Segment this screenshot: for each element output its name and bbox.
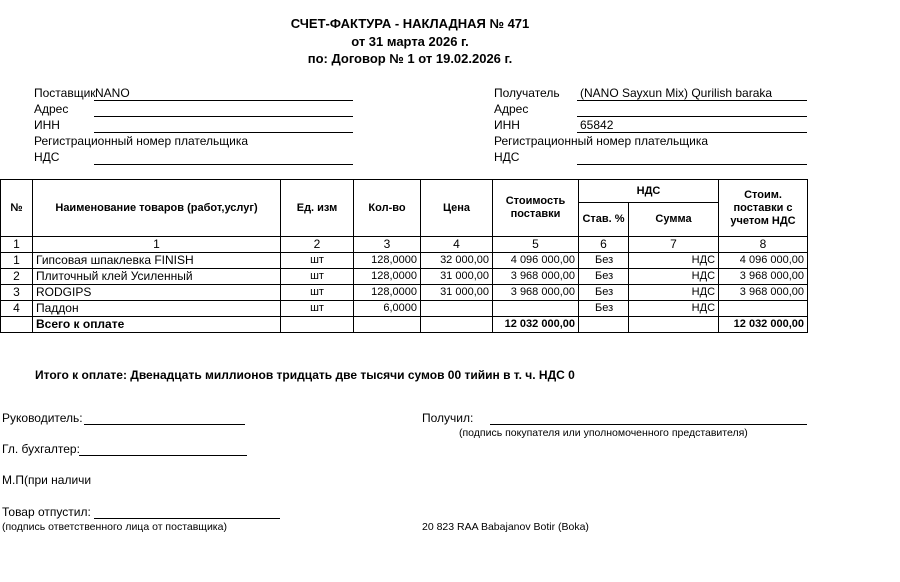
row-total	[719, 301, 808, 317]
row-total: 4 096 000,00	[719, 253, 808, 269]
row-vat-rate: Без	[579, 269, 629, 285]
total-row-empty	[629, 317, 719, 333]
row-vat-sum: НДС	[629, 285, 719, 301]
table-row	[1, 301, 808, 317]
amount-in-words: Итого к оплате: Двенадцать миллионов тридцать две тысячи сумов 00 тийин в т. ч. НДС 0	[35, 368, 575, 382]
supplier-address-label: Адрес	[34, 102, 69, 116]
col-number: 1	[33, 237, 281, 253]
total-row-empty	[421, 317, 493, 333]
recipient-inn-value: 65842	[580, 118, 614, 132]
row-vat-sum: НДС	[629, 253, 719, 269]
col-header-vat: НДС	[579, 180, 719, 203]
supplier-inn-label: ИНН	[34, 118, 60, 132]
total-row-empty	[1, 317, 33, 333]
row-cost: 4 096 000,00	[493, 253, 579, 269]
recipient-value: (NANO Sayxun Mix) Qurilish baraka	[580, 86, 773, 100]
row-total: 3 968 000,00	[719, 285, 808, 301]
table-row	[1, 253, 808, 269]
row-unit: шт	[281, 301, 354, 317]
row-price: 32 000,00	[421, 253, 493, 269]
supplier-inn-line	[94, 132, 353, 133]
row-name: Паддон	[33, 301, 281, 317]
col-header-unit: Ед. изм	[281, 180, 354, 237]
row-qty: 128,0000	[354, 253, 421, 269]
supplier-label: Поставщик	[34, 86, 96, 100]
document-date: от 31 марта 2026 г.	[351, 34, 469, 49]
total-label: Всего к оплате	[33, 317, 281, 333]
recipient-inn-line	[577, 132, 807, 133]
row-cost	[493, 301, 579, 317]
invoice-table	[0, 179, 808, 333]
col-header-cost: Стоимость поставки	[493, 180, 579, 237]
supplier-vat-line	[94, 164, 353, 165]
supplier-vat-label: НДС	[34, 150, 60, 164]
recipient-vat-line	[577, 164, 807, 165]
row-price	[421, 301, 493, 317]
col-header-name: Наименование товаров (работ,услуг)	[33, 180, 281, 237]
col-number: 5	[493, 237, 579, 253]
row-total: 3 968 000,00	[719, 269, 808, 285]
row-vat-sum: НДС	[629, 301, 719, 317]
row-num: 2	[1, 269, 33, 285]
footer-text: 20 823 RAA Babajanov Botir (Boka)	[422, 521, 589, 533]
column-numbers-row	[1, 237, 808, 253]
row-qty: 128,0000	[354, 285, 421, 301]
document-title: СЧЕТ-ФАКТУРА - НАКЛАДНАЯ № 471	[290, 16, 530, 31]
supplier-reg-label: Регистрационный номер плательщика	[34, 134, 249, 148]
row-num: 4	[1, 301, 33, 317]
row-qty: 128,0000	[354, 269, 421, 285]
col-header-vat-sum: Сумма	[629, 203, 719, 237]
col-number: 7	[629, 237, 719, 253]
col-number: 4	[421, 237, 493, 253]
row-name: RODGIPS	[33, 285, 281, 301]
row-price: 31 000,00	[421, 269, 493, 285]
col-number: 2	[281, 237, 354, 253]
supplier-value: NANO	[95, 86, 130, 100]
col-number: 1	[1, 237, 33, 253]
total-with-vat: 12 032 000,00	[719, 317, 808, 333]
col-number: 8	[719, 237, 808, 253]
row-vat-rate: Без	[579, 285, 629, 301]
received-label: Получил:	[422, 411, 474, 425]
row-vat-rate: Без	[579, 301, 629, 317]
recipient-address-label: Адрес	[494, 102, 529, 116]
recipient-underline	[577, 100, 807, 101]
row-vat-rate: Без	[579, 253, 629, 269]
row-price: 31 000,00	[421, 285, 493, 301]
row-unit: шт	[281, 269, 354, 285]
col-number: 6	[579, 237, 629, 253]
director-signature-line	[84, 424, 245, 425]
row-vat-sum: НДС	[629, 269, 719, 285]
recipient-reg-label: Регистрационный номер плательщика	[494, 134, 709, 148]
table-row	[1, 269, 808, 285]
director-label: Руководитель:	[2, 411, 83, 425]
total-row-empty	[281, 317, 354, 333]
recipient-vat-label: НДС	[494, 150, 520, 164]
recipient-address-line	[577, 116, 807, 117]
row-cost: 3 968 000,00	[493, 269, 579, 285]
row-num: 3	[1, 285, 33, 301]
released-signature-line	[94, 518, 280, 519]
row-name: Плиточный клей Усиленный	[33, 269, 281, 285]
col-header-num: №	[1, 180, 33, 237]
total-cost: 12 032 000,00	[493, 317, 579, 333]
recipient-inn-label: ИНН	[494, 118, 520, 132]
accountant-label: Гл. бухгалтер:	[2, 442, 80, 456]
col-header-qty: Кол-во	[354, 180, 421, 237]
accountant-signature-line	[79, 455, 247, 456]
row-unit: шт	[281, 285, 354, 301]
supplier-underline	[94, 100, 353, 101]
row-qty: 6,0000	[354, 301, 421, 317]
supplier-address-line	[94, 116, 353, 117]
total-row-empty	[579, 317, 629, 333]
col-number: 3	[354, 237, 421, 253]
col-header-total: Стоим. поставки с учетом НДС	[719, 180, 808, 237]
table-row	[1, 285, 808, 301]
row-cost: 3 968 000,00	[493, 285, 579, 301]
row-name: Гипсовая шпаклевка FINISH	[33, 253, 281, 269]
total-row-empty	[354, 317, 421, 333]
received-signature-line	[490, 424, 807, 425]
document-contract: по: Договор № 1 от 19.02.2026 г.	[307, 51, 513, 66]
total-row	[1, 317, 808, 333]
stamp-label: М.П(при наличи	[2, 473, 92, 487]
recipient-label: Получатель	[494, 86, 560, 100]
released-label: Товар отпустил:	[2, 505, 91, 519]
received-note: (подпись покупателя или уполномоченного представителя)	[459, 427, 748, 439]
row-num: 1	[1, 253, 33, 269]
col-header-vat-rate: Став. %	[579, 203, 629, 237]
released-note: (подпись ответственного лица от поставщика)	[2, 521, 227, 533]
col-header-price: Цена	[421, 180, 493, 237]
row-unit: шт	[281, 253, 354, 269]
